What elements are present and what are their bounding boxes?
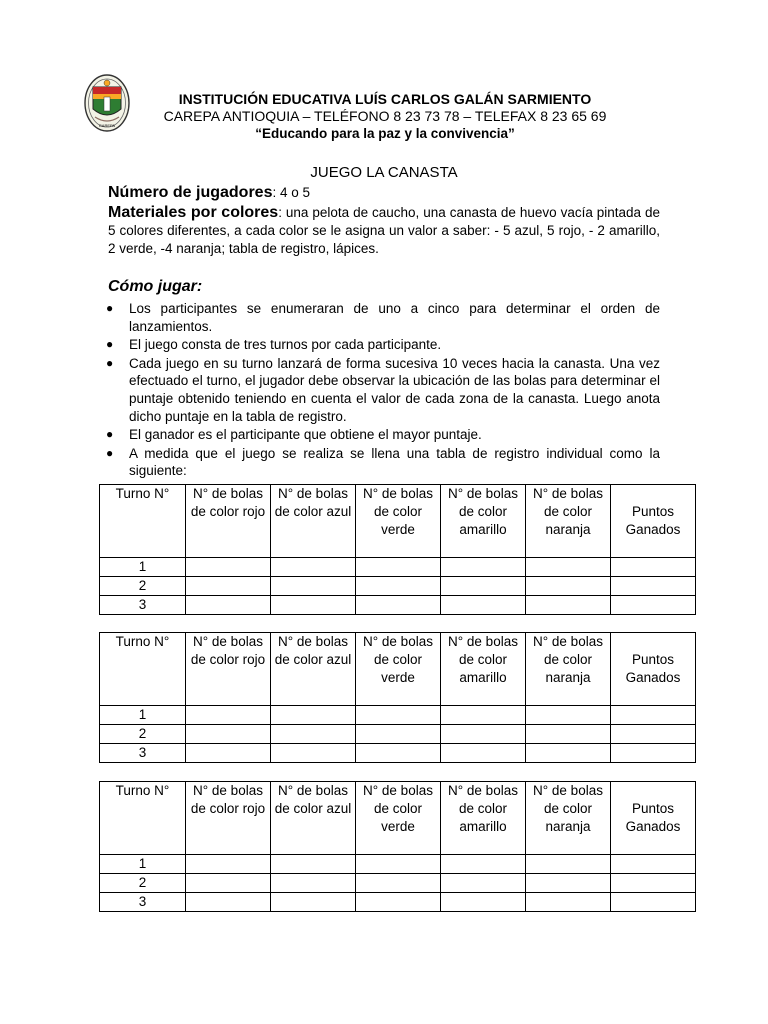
turn-number: 3 <box>100 893 186 912</box>
institution-address: CAREPA ANTIOQUIA – TELÉFONO 8 23 73 78 – TELEFAX 8 23 65 69 <box>163 108 607 124</box>
table-cell[interactable] <box>271 706 356 725</box>
table-cell[interactable] <box>271 855 356 874</box>
header-azul: N° de bolas de color azul <box>271 633 356 706</box>
table-cell[interactable] <box>186 893 271 912</box>
table-cell[interactable] <box>611 855 696 874</box>
header-turno: Turno N° <box>100 782 186 855</box>
school-logo <box>83 73 131 135</box>
table-cell[interactable] <box>441 893 526 912</box>
materials-text: : una pelota de caucho, una canasta de huevo vacía pintada de 5 colores diferentes, a cada color se le asigna un valor a saber: - 5 azul, 5 rojo, - 2 amarillo, 2 verde, -4 naranja; tabla de registro, lápices. <box>108 205 661 256</box>
svg-text:CAREPA: CAREPA <box>98 123 116 128</box>
letterhead <box>135 91 635 142</box>
table-cell[interactable] <box>611 577 696 596</box>
table-cell[interactable] <box>356 874 441 893</box>
table-cell[interactable] <box>441 855 526 874</box>
table-cell[interactable] <box>186 577 271 596</box>
table-cell[interactable] <box>186 725 271 744</box>
bullet-icon: ● <box>106 337 114 352</box>
table-cell[interactable] <box>186 596 271 615</box>
list-item: ● Los participantes se enumeraran de uno a cinco para determinar el orden de lanzamientos. <box>106 301 660 334</box>
table-row <box>100 874 696 893</box>
turn-number: 1 <box>100 855 186 874</box>
table-cell[interactable] <box>526 558 611 577</box>
table-cell[interactable] <box>356 725 441 744</box>
table-cell[interactable] <box>611 893 696 912</box>
table-row <box>100 558 696 577</box>
table-cell[interactable] <box>271 558 356 577</box>
header-rojo: N° de bolas de color rojo <box>186 485 271 558</box>
table-cell[interactable] <box>271 596 356 615</box>
players-line <box>108 184 660 202</box>
bullet-icon: ● <box>106 427 114 442</box>
table-cell[interactable] <box>441 558 526 577</box>
list-item: ● El ganador es el participante que obtiene el mayor puntaje. <box>106 427 482 443</box>
table-cell[interactable] <box>526 744 611 763</box>
institution-motto: “Educando para la paz y la convivencia” <box>255 126 515 141</box>
materials-label: Materiales por colores <box>108 204 279 221</box>
table-cell[interactable] <box>441 577 526 596</box>
table-cell[interactable] <box>271 874 356 893</box>
table-cell[interactable] <box>356 577 441 596</box>
table-cell[interactable] <box>526 855 611 874</box>
header-amarillo: N° de bolas de color amarillo <box>441 782 526 855</box>
table-cell[interactable] <box>441 874 526 893</box>
turn-number: 2 <box>100 577 186 596</box>
table-cell[interactable] <box>356 706 441 725</box>
header-puntos: Puntos Ganados <box>611 633 696 706</box>
table-cell[interactable] <box>186 706 271 725</box>
table-cell[interactable] <box>271 577 356 596</box>
table-cell[interactable] <box>186 874 271 893</box>
turn-number: 3 <box>100 596 186 615</box>
list-item: ● A medida que el juego se realiza se llena una tabla de registro individual como la siguiente: <box>106 445 660 479</box>
table-cell[interactable] <box>186 744 271 763</box>
table-cell[interactable] <box>186 855 271 874</box>
table-cell[interactable] <box>611 744 696 763</box>
header-naranja: N° de bolas de color naranja <box>526 633 611 706</box>
header-turno: Turno N° <box>100 633 186 706</box>
bullet-icon: ● <box>106 445 114 460</box>
table-cell[interactable] <box>526 893 611 912</box>
turn-number: 1 <box>100 558 186 577</box>
bullet-icon: ● <box>106 301 114 315</box>
header-naranja: N° de bolas de color naranja <box>526 485 611 558</box>
turn-number: 3 <box>100 744 186 763</box>
table-cell[interactable] <box>271 744 356 763</box>
table-cell[interactable] <box>526 725 611 744</box>
table-cell[interactable] <box>356 855 441 874</box>
table-cell[interactable] <box>441 744 526 763</box>
header-amarillo: N° de bolas de color amarillo <box>441 485 526 558</box>
table-cell[interactable] <box>441 725 526 744</box>
table-cell[interactable] <box>441 596 526 615</box>
table-cell[interactable] <box>271 893 356 912</box>
turn-number: 1 <box>100 706 186 725</box>
header-puntos: Puntos Ganados <box>611 782 696 855</box>
header-verde: N° de bolas de color verde <box>356 782 441 855</box>
table-row <box>100 577 696 596</box>
table-cell[interactable] <box>356 558 441 577</box>
header-naranja: N° de bolas de color naranja <box>526 782 611 855</box>
table-cell[interactable] <box>611 596 696 615</box>
header-verde: N° de bolas de color verde <box>356 633 441 706</box>
table-cell[interactable] <box>356 596 441 615</box>
turn-number: 2 <box>100 874 186 893</box>
header-azul: N° de bolas de color azul <box>271 485 356 558</box>
header-turno: Turno N° <box>100 485 186 558</box>
table-cell[interactable] <box>526 706 611 725</box>
how-to-play-heading: Cómo jugar: <box>108 278 203 295</box>
header-verde: N° de bolas de color verde <box>356 485 441 558</box>
table-cell[interactable] <box>526 577 611 596</box>
table-cell[interactable] <box>186 558 271 577</box>
header-amarillo: N° de bolas de color amarillo <box>441 633 526 706</box>
table-cell[interactable] <box>356 744 441 763</box>
header-rojo: N° de bolas de color rojo <box>186 633 271 706</box>
table-cell[interactable] <box>611 874 696 893</box>
registro-table-1 <box>99 484 696 615</box>
registro-table-3 <box>99 781 696 912</box>
table-row <box>100 893 696 912</box>
materials-paragraph <box>108 204 660 258</box>
table-cell[interactable] <box>526 874 611 893</box>
players-value: : 4 o 5 <box>272 185 311 200</box>
table-row <box>100 706 696 725</box>
table-cell[interactable] <box>611 706 696 725</box>
header-puntos: Puntos Ganados <box>611 485 696 558</box>
table-row <box>100 744 696 763</box>
table-cell[interactable] <box>611 725 696 744</box>
table-cell[interactable] <box>441 706 526 725</box>
table-cell[interactable] <box>611 558 696 577</box>
table-cell[interactable] <box>526 596 611 615</box>
list-item: ● El juego consta de tres turnos por cada participante. <box>106 337 442 353</box>
table-cell[interactable] <box>271 725 356 744</box>
players-label: Número de jugadores <box>108 184 273 201</box>
institution-name: INSTITUCIÓN EDUCATIVA LUÍS CARLOS GALÁN SARMIENTO <box>178 91 592 107</box>
turn-number: 2 <box>100 725 186 744</box>
page-title: JUEGO LA CANASTA <box>310 164 458 181</box>
list-item: ● Cada juego en su turno lanzará de forma sucesiva 10 veces hacia la canasta. Una vez efectuado el turno, el jugador debe observar la ubicación de las bolas para determinar el puntaje obtenido teniendo en cuenta el valor de cada zona de la canasta. Luego anota dicho puntaje en la tabla de registro. <box>106 355 660 424</box>
table-row <box>100 725 696 744</box>
table-row <box>100 596 696 615</box>
rules-list <box>108 300 660 481</box>
bullet-icon: ● <box>106 355 114 370</box>
table-row <box>100 855 696 874</box>
registro-table-2 <box>99 632 696 763</box>
header-rojo: N° de bolas de color rojo <box>186 782 271 855</box>
table-cell[interactable] <box>356 893 441 912</box>
header-azul: N° de bolas de color azul <box>271 782 356 855</box>
